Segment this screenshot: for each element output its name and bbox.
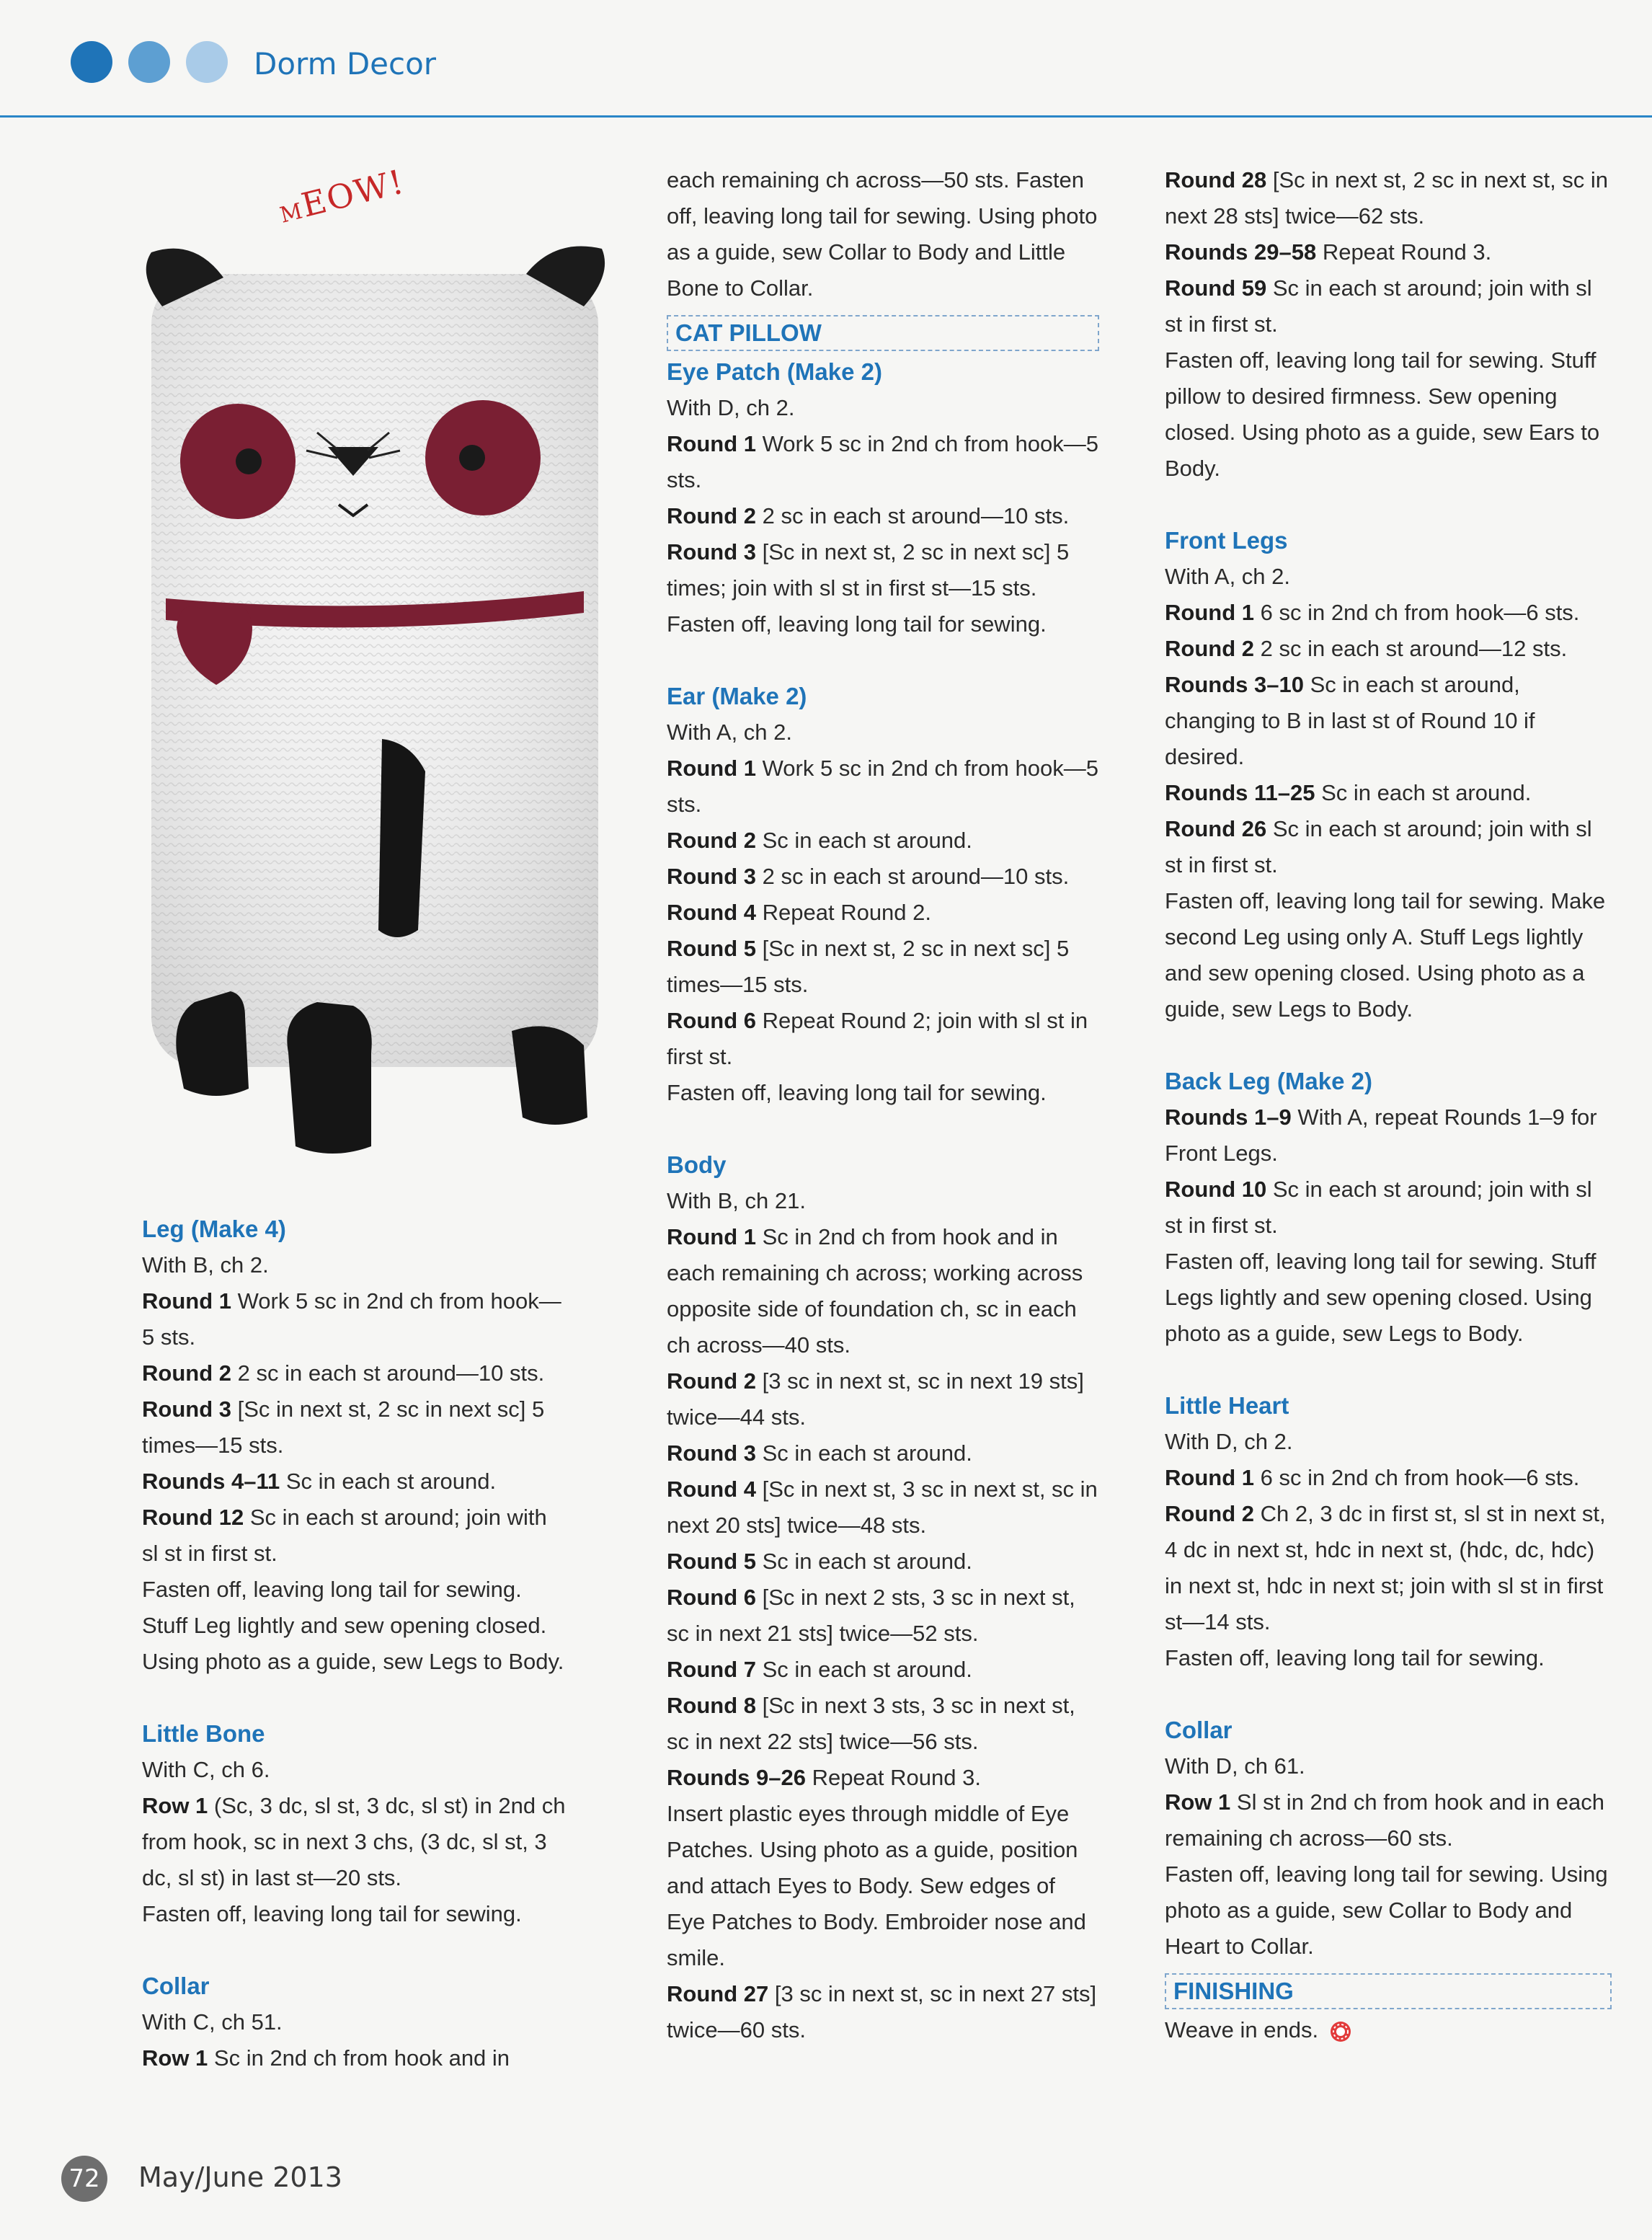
cat-pillow-box: CAT PILLOW: [667, 315, 1099, 351]
collar-intro: With C, ch 51.: [142, 2009, 283, 2035]
body-round: Round 6 [Sc in next 2 sts, 3 sc in next st, sc in next 21 sts] twice—52 sts.: [667, 1585, 1075, 1646]
leg-round: Rounds 4–11 Sc in each st around.: [142, 1469, 497, 1494]
ear-round: Round 2 Sc in each st around.: [667, 828, 972, 853]
front-outro: Fasten off, leaving long tail for sewing. Make second Leg using only A. Stuff Legs lightly and sew opening closed. Using photo as a guide, sew Legs to Body.: [1165, 888, 1606, 1022]
ear-round: Round 4 Repeat Round 2.: [667, 900, 932, 925]
cat-pillow-photo: [108, 166, 641, 1161]
header-dot-light: [186, 41, 228, 83]
header-dot-medium: [128, 41, 170, 83]
collar2-row: Row 1 Sl st in 2nd ch from hook and in each remaining ch across—60 sts.: [1165, 1789, 1604, 1851]
heading-ear: Ear (Make 2): [667, 683, 807, 709]
bone-outro: Fasten off, leaving long tail for sewing.: [142, 1901, 522, 1926]
eye-outro: Fasten off, leaving long tail for sewing.: [667, 611, 1047, 637]
section-title: Dorm Decor: [254, 46, 437, 81]
heart-intro: With D, ch 2.: [1165, 1429, 1293, 1454]
back-round: Round 10 Sc in each st around; join with sl st in first st.: [1165, 1177, 1592, 1238]
leg-intro: With B, ch 2.: [142, 1252, 269, 1278]
eye-round: Round 2 2 sc in each st around—10 sts.: [667, 503, 1070, 528]
leg-outro: Fasten off, leaving long tail for sewing. Stuff Leg lightly and sew opening closed. Using photo as a guide, sew Legs to Body.: [142, 1577, 564, 1674]
back-round: Rounds 1–9 With A, repeat Rounds 1–9 for Front Legs.: [1165, 1104, 1597, 1166]
column-3: [1165, 162, 1612, 2048]
bone-row: Row 1 (Sc, 3 dc, sl st, 3 dc, sl st) in 2nd ch from hook, sc in next 3 chs, (3 dc, sl st, 3 dc, sl st) in last st—20 sts.: [142, 1793, 566, 1890]
end-marker-icon: [1328, 2019, 1353, 2044]
body-finish: Fasten off, leaving long tail for sewing. Stuff pillow to desired firmness. Sew opening closed. Using photo as a guide, sew Ears to Body.: [1165, 347, 1600, 481]
body-round: Round 7 Sc in each st around.: [667, 1657, 972, 1682]
leg-round: Round 1 Work 5 sc in 2nd ch from hook—5 sts.: [142, 1288, 561, 1350]
front-intro: With A, ch 2.: [1165, 564, 1291, 589]
ear-round: Round 5 [Sc in next st, 2 sc in next sc] 5 times—15 sts.: [667, 936, 1070, 997]
body-round: Round 27 [3 sc in next st, sc in next 27 sts] twice—60 sts.: [667, 1981, 1097, 2042]
body-round: Round 8 [Sc in next 3 sts, 3 sc in next st, sc in next 22 sts] twice—56 sts.: [667, 1693, 1075, 1754]
ear-round: Round 1 Work 5 sc in 2nd ch from hook—5 sts.: [667, 756, 1098, 817]
finishing-box: FINISHING: [1165, 1973, 1612, 2009]
ear-round: Round 6 Repeat Round 2; join with sl st in first st.: [667, 1008, 1088, 1069]
heading-collar-bone: Collar: [142, 1973, 210, 1999]
body-intro: With B, ch 21.: [667, 1188, 806, 1213]
collar2-intro: With D, ch 61.: [1165, 1753, 1305, 1779]
heading-leg: Leg (Make 4): [142, 1216, 286, 1242]
heading-little-heart: Little Heart: [1165, 1392, 1289, 1419]
header-dot-dark: [71, 41, 112, 83]
leg-round: Round 2 2 sc in each st around—10 sts.: [142, 1360, 545, 1386]
leg-round: Round 12 Sc in each st around; join with sl st in first st.: [142, 1505, 547, 1566]
body-round: Rounds 29–58 Repeat Round 3.: [1165, 239, 1492, 265]
body-round: Round 4 [Sc in next st, 3 sc in next st, sc in next 20 sts] twice—48 sts.: [667, 1477, 1098, 1538]
heading-front-legs: Front Legs: [1165, 527, 1288, 554]
ear-round: Round 3 2 sc in each st around—10 sts.: [667, 864, 1070, 889]
ear-outro: Fasten off, leaving long tail for sewing.: [667, 1080, 1047, 1105]
leg-round: Round 3 [Sc in next st, 2 sc in next sc] 5 times—15 sts.: [142, 1396, 545, 1458]
body-round: Round 28 [Sc in next st, 2 sc in next st, sc in next 28 sts] twice—62 sts.: [1165, 167, 1609, 229]
heading-back-leg: Back Leg (Make 2): [1165, 1068, 1372, 1094]
collar-continued: each remaining ch across—50 sts. Fasten off, leaving long tail for sewing. Using photo as a guide, sew Collar to Body and Little Bone to Collar.: [667, 167, 1098, 301]
body-round: Rounds 9–26 Repeat Round 3.: [667, 1765, 981, 1790]
front-round: Rounds 11–25 Sc in each st around.: [1165, 780, 1532, 805]
header-rule: [0, 115, 1652, 118]
ear-intro: With A, ch 2.: [667, 720, 793, 745]
heading-little-bone: Little Bone: [142, 1720, 265, 1747]
column-2: [667, 162, 1099, 2048]
body-outro: Insert plastic eyes through middle of Eye Patches. Using photo as a guide, position and attach Eyes to Body. Sew edges of Eye Patches to Body. Embroider nose and smile.: [667, 1801, 1086, 1970]
finishing-text: Weave in ends.: [1165, 2012, 1612, 2048]
front-round: Round 26 Sc in each st around; join with sl st in first st.: [1165, 816, 1592, 877]
front-round: Round 2 2 sc in each st around—12 sts.: [1165, 636, 1568, 661]
page-header: [0, 0, 1652, 119]
collar-row: Row 1 Sc in 2nd ch from hook and in: [142, 2045, 510, 2071]
back-outro: Fasten off, leaving long tail for sewing. Stuff Legs lightly and sew opening closed. Using photo as a guide, sew Legs to Body.: [1165, 1249, 1597, 1346]
body-round: Round 3 Sc in each st around.: [667, 1440, 972, 1466]
body-round: Round 1 Sc in 2nd ch from hook and in each remaining ch across; working across opposite side of foundation ch, sc in each ch across—40 sts.: [667, 1224, 1083, 1358]
heading-eye-patch: Eye Patch (Make 2): [667, 358, 882, 385]
eye-round: Round 3 [Sc in next st, 2 sc in next sc] 5 times; join with sl st in first st—15 sts.: [667, 539, 1070, 601]
body-round: Round 2 [3 sc in next st, sc in next 19 sts] twice—44 sts.: [667, 1368, 1084, 1430]
collar2-outro: Fasten off, leaving long tail for sewing. Using photo as a guide, sew Collar to Body and Heart to Collar.: [1165, 1861, 1608, 1959]
heart-outro: Fasten off, leaving long tail for sewing.: [1165, 1645, 1545, 1670]
page-number: 72: [61, 2156, 107, 2202]
front-round: Rounds 3–10 Sc in each st around, changing to B in last st of Round 10 if desired.: [1165, 672, 1535, 769]
body-round: Round 59 Sc in each st around; join with sl st in first st.: [1165, 275, 1592, 337]
body-round: Round 5 Sc in each st around.: [667, 1549, 972, 1574]
front-round: Round 1 6 sc in 2nd ch from hook—6 sts.: [1165, 600, 1580, 625]
heading-collar-heart: Collar: [1165, 1717, 1233, 1743]
heart-round: Round 1 6 sc in 2nd ch from hook—6 sts.: [1165, 1465, 1580, 1490]
heart-round: Round 2 Ch 2, 3 dc in first st, sl st in next st, 4 dc in next st, hdc in next st, (hdc, dc, hdc) in next st, hdc in next st; join with sl st in first st—14 sts.: [1165, 1501, 1606, 1634]
eye-intro: With D, ch 2.: [667, 395, 795, 420]
heading-body: Body: [667, 1151, 727, 1178]
meow-caption: MEOW!: [277, 161, 409, 229]
issue-date: May/June 2013: [138, 2161, 342, 2193]
column-1: [142, 1211, 567, 2076]
bone-intro: With C, ch 6.: [142, 1757, 270, 1782]
eye-round: Round 1 Work 5 sc in 2nd ch from hook—5 sts.: [667, 431, 1098, 492]
